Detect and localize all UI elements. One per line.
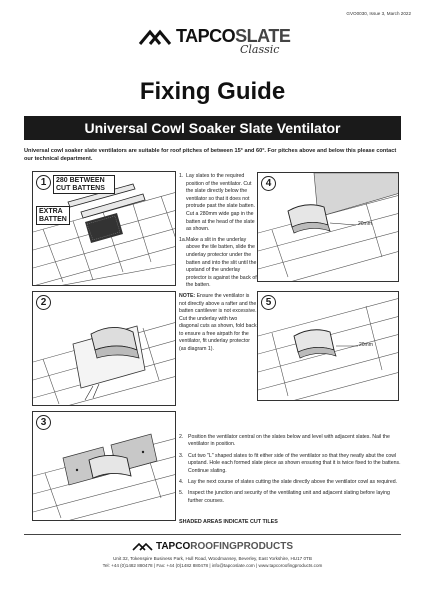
brand-name-sub: SLATE — [235, 26, 291, 46]
instruction-step — [179, 434, 405, 449]
diagram-2-drawing — [33, 292, 176, 406]
diagram-panel-2 — [32, 291, 176, 406]
gap-dimension-label: 20mm — [359, 342, 373, 348]
step-number-4: 4 — [261, 176, 276, 191]
diagram-panel-5 — [257, 291, 399, 401]
diagram-panel-4 — [257, 172, 399, 282]
step-text: Lay the next course of slates cutting the slate directly above the ventilator cowl as required. — [188, 479, 398, 486]
step-number-2: 2 — [36, 295, 51, 310]
step-index: 1a. — [179, 236, 187, 243]
brand-name-main: TAPCO — [176, 26, 236, 46]
roof-logo-icon — [132, 542, 154, 551]
cut-battens-callout: 280 BETWEEN CUT BATTENS — [53, 175, 115, 194]
instructions-column — [179, 173, 257, 354]
gap-dimension-label: 20mm — [358, 221, 372, 227]
step-index: 4. — [179, 479, 184, 486]
intro-text: Universal cowl soaker slate ventilators are suitable for roof pitches of between 15° and 60°. For pitches above and below this please contact our technical department. — [24, 148, 397, 162]
product-banner: Universal Cowl Soaker Slate Ventilator — [24, 116, 401, 140]
step-index: 1. — [179, 173, 184, 179]
note-label: NOTE: — [179, 292, 196, 299]
step-number-5: 5 — [261, 295, 276, 310]
step-text: Lay slates to the required position of the ventilator. Cut the slate directly below the ventilator so that it does not protrude past the slate batten. Cut a 280mm wide gap in the batten at the head of the slate as shown. — [186, 173, 255, 233]
step-number-1: 1 — [36, 175, 51, 190]
note-text: Ensure the ventilator is not directly above a rafter and the batten cantilever is not excessive. Cut the underlay with two diagonal cuts as shown, fold back to ensure a free airpath for the ventilator, fit underlay protector (as diagram 1). — [179, 292, 257, 353]
diagram-panel-3 — [32, 411, 176, 521]
footer-divider — [24, 534, 401, 535]
step-index: 5. — [179, 490, 184, 497]
diagram-5-drawing — [258, 292, 399, 401]
footer-brand-sub: ROOFINGPRODUCTS — [190, 541, 294, 552]
instruction-step — [179, 173, 257, 234]
step-text: Position the ventilator central on the slates below and level with adjacent slates. Nail the ventilator in position. — [188, 434, 390, 448]
instructions-list — [179, 434, 405, 509]
tapco-roofing-logo — [0, 541, 425, 552]
shaded-areas-note: SHADED AREAS INDICATE CUT TILES — [179, 519, 278, 525]
page-title: Fixing Guide — [139, 78, 286, 105]
step-index: 2. — [179, 434, 184, 440]
diagram-4-drawing — [258, 173, 399, 282]
instruction-step — [179, 490, 405, 505]
step-text: Inspect the junction and security of the ventilating unit and adjacent slating before laying further courses. — [188, 490, 390, 504]
instruction-step — [179, 479, 405, 486]
diagram-panel-1 — [32, 171, 176, 286]
footer-address: Unit 32, Tokenspire Business Park, Hull Road, Woodmansey, Beverley, East Yorkshire, HU17 0TB — [113, 556, 312, 561]
roof-logo-icon — [138, 28, 174, 46]
tapco-slate-logo — [138, 22, 298, 62]
footer-contact: Tel: +44 (0)1482 880478 | Fax: +44 (0)1482 880478 | info@tapcoslate.com | www.tapcoroofingproducts.com — [102, 563, 323, 568]
instruction-step — [179, 453, 405, 475]
step-text: Cut two "L" shaped slates to fit either side of the ventilator so that they neatly abut the cowl upstand. Hole each formed slate piece as shown ensuring that it is twice fixed to the battens. Continue slating. — [188, 452, 401, 474]
note-block — [179, 293, 257, 354]
instruction-step — [179, 237, 257, 290]
footer-brand-main: TAPCO — [155, 541, 191, 552]
brand-classic: Classic — [240, 43, 280, 56]
step-index: 3. — [179, 452, 184, 459]
step-text: Make a slit in the underlay above the tile batten, slide the underlay protector under the batten and into the slit until the upstand of the underlay protector is against the back of the batten. — [186, 236, 257, 289]
document-reference: GVO0030, Issue 3, March 2022 — [346, 11, 411, 16]
extra-batten-callout: EXTRA BATTEN — [36, 206, 70, 225]
diagram-3-drawing — [33, 412, 176, 521]
step-number-3: 3 — [36, 415, 51, 430]
